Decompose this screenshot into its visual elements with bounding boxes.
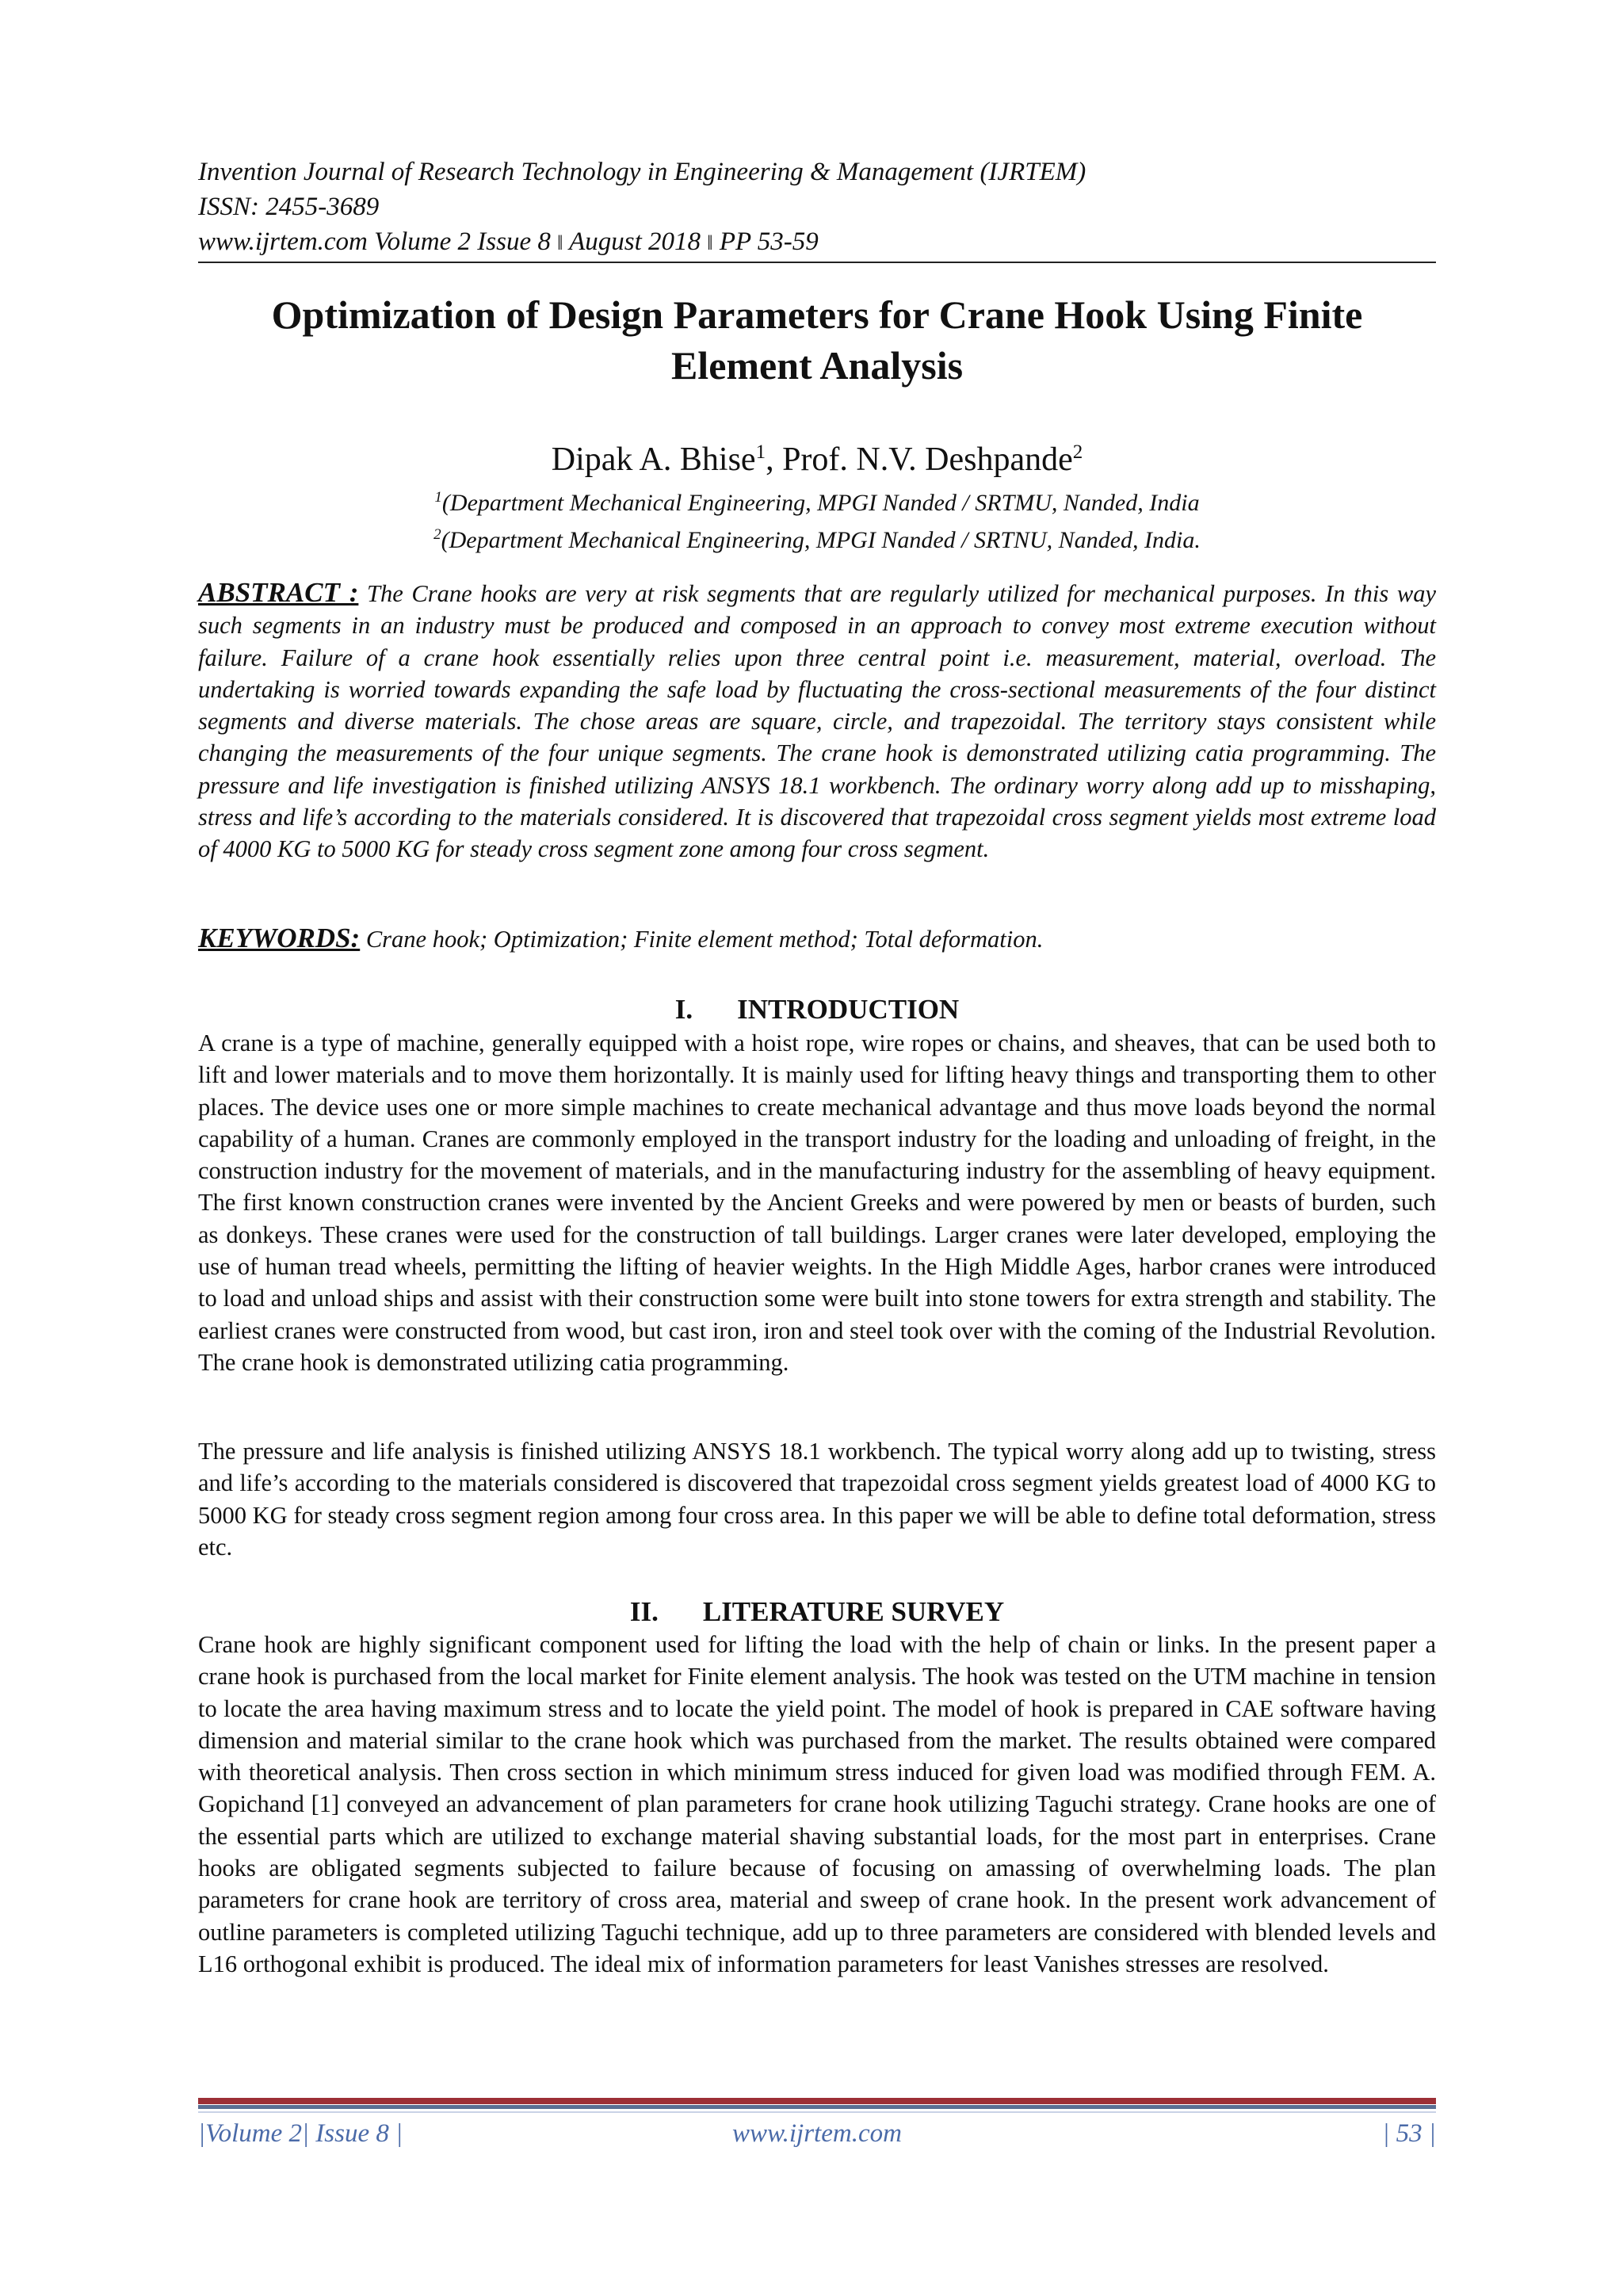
section-number: I. [674, 994, 693, 1025]
journal-header [198, 155, 1436, 261]
title-line-1: Optimization of Design Parameters for Crane Hook Using Finite [271, 292, 1363, 337]
journal-issn: ISSN: 2455-3689 [198, 193, 380, 221]
footer-rule-blue [198, 2105, 1436, 2109]
footer-website: www.ijrtem.com [732, 2119, 902, 2148]
header-divider [198, 262, 1436, 263]
footer-page-number: | 53 | [1382, 2119, 1436, 2148]
author-affil-marker: 2 [1072, 441, 1083, 463]
paper-title [198, 289, 1436, 391]
affiliation-2 [198, 519, 1436, 556]
author-name: Prof. N.V. Deshpande [782, 441, 1073, 478]
affiliations [198, 482, 1436, 556]
journal-pages: PP 53-59 [719, 227, 819, 256]
section-heading-literature-survey [198, 1595, 1436, 1629]
page-footer [198, 2114, 1436, 2153]
footer-rule-red [198, 2098, 1436, 2104]
separator: ǁ [707, 231, 713, 254]
intro-paragraph-1: A crane is a type of machine, generally equipped with a hoist rope, wire ropes or chains, and sheaves, that can be used both to lift and lower materials and to move them horizontally. It is mainly used for lifting heavy things and transporting them to other places. The device uses one or more simple machines to create mechanical advantage and thus move loads beyond the normal capability of a human. Cranes are commonly employed in the transport industry for the loading and unloading of freight, in the construction industry for the movement of materials, and in the manufacturing industry for the assembling of heavy equipment. The first known construction cranes were invented by the Ancient Greeks and were powered by men or beasts of burden, such as donkeys. These cranes were used for the construction of tall buildings. Larger cranes were later developed, employing the use of human tread wheels, permitting the lifting of heavier weights. In the High Middle Ages, harbor cranes were introduced to load and unload ships and assist with their construction some were built into stone towers for extra strength and stability. The earliest cranes were constructed from wood, but cast iron, iron and steel took over with the coming of the Industrial Revolution. The crane hook is demonstrated utilizing catia programming. [198, 1030, 1436, 1376]
keywords-text: Crane hook; Optimization; Finite element method; Total deformation. [365, 926, 1044, 953]
footer-rule-light [198, 2111, 1436, 2113]
affiliation-1 [198, 482, 1436, 519]
affil-marker: 1 [434, 489, 442, 506]
section-heading-introduction [198, 992, 1436, 1027]
abstract [198, 577, 1436, 865]
author-affil-marker: 1 [755, 441, 766, 463]
section-title: INTRODUCTION [737, 994, 960, 1025]
section-title: LITERATURE SURVEY [702, 1596, 1005, 1627]
affiliation-text: (Department Mechanical Engineering, MPGI Nanded / SRTMU, Nanded, India [441, 490, 1200, 516]
author-name: Dipak A. Bhise [551, 441, 756, 478]
footer-volume: |Volume 2| Issue 8 | [198, 2119, 403, 2148]
affiliation-text: (Department Mechanical Engineering, MPGI Nanded / SRTNU, Nanded, India. [441, 527, 1201, 553]
keywords-label: KEYWORDS: [198, 923, 361, 953]
literature-paragraph-1: Crane hook are highly significant component used for lifting the load with the help of chain or links. In the present paper a crane hook is purchased from the local market for Finite element analysis. The hook was tested on the UTM machine in tension to locate the area having maximum stress and to locate the yield point. The model of hook is prepared in CAE software having dimension and material similar to the crane hook which was purchased from the market. The results obtained were compared with theoretical analysis. Then cross section in which minimum stress induced for given load was modified through FEM. A. Gopichand [1] conveyed an advancement of plan parameters for crane hook utilizing Taguchi strategy. Crane hooks are one of the essential parts which are utilized to exchange material shaving substantial loads, for the most part in enterprises. Crane hooks are obligated segments subjected to failure because of focusing on amassing of overwhelming loads. The plan parameters for crane hook are territory of cross area, material and sweep of crane hook. In the present work advancement of outline parameters is completed utilizing Taguchi technique, add up to three parameters are considered with blended levels and L16 orthogonal exhibit is produced. The ideal mix of information parameters for least Vanishes stresses are resolved. [198, 1631, 1436, 1977]
affil-marker: 2 [433, 526, 441, 543]
journal-issue-line [198, 224, 1436, 261]
abstract-label: ABSTRACT : [198, 577, 359, 608]
intro-paragraph-2: The pressure and life analysis is finished utilizing ANSYS 18.1 workbench. The typical worry along add up to twisting, stress and life’s according to the materials considered is discovered that trapezoidal cross segment yields greatest load of 4000 KG to 5000 KG for steady cross segment region among four cross area. In this paper we will be able to define total deformation, stress etc. [198, 1438, 1436, 1561]
journal-name: Invention Journal of Research Technology in Engineering & Management (IJRTEM) [198, 158, 1086, 186]
abstract-text: The Crane hooks are very at risk segments that are regularly utilized for mechanical purposes. In this way such segments in an industry must be produced and composed in an approach to convey most extreme execution without failure. Failure of a crane hook essentially relies upon three central point i.e. measurement, material, overload. The undertaking is worried towards expanding the safe load by fluctuating the cross-sectional measurements of the four distinct segments and diverse materials. The chose areas are square, circle, and trapezoidal. The territory stays consistent while changing the measurements of the four unique segments. The crane hook is demonstrated utilizing catia programming. The pressure and life investigation is finished utilizing ANSYS 18.1 workbench. The ordinary worry along add up to misshaping, stress and life’s according to the materials considered. It is discovered that trapezoidal cross segment yields most extreme load of 4000 KG to 5000 KG for steady cross segment zone among four cross segment. [198, 580, 1436, 863]
journal-date: August 2018 [569, 227, 701, 256]
journal-volume: www.ijrtem.com Volume 2 Issue 8 [198, 227, 551, 256]
author-separator: , [766, 441, 783, 478]
title-line-2: Element Analysis [670, 343, 964, 388]
section-number: II. [629, 1596, 659, 1627]
separator: ǁ [557, 231, 563, 254]
author-list [198, 432, 1436, 480]
keywords [198, 923, 1436, 955]
